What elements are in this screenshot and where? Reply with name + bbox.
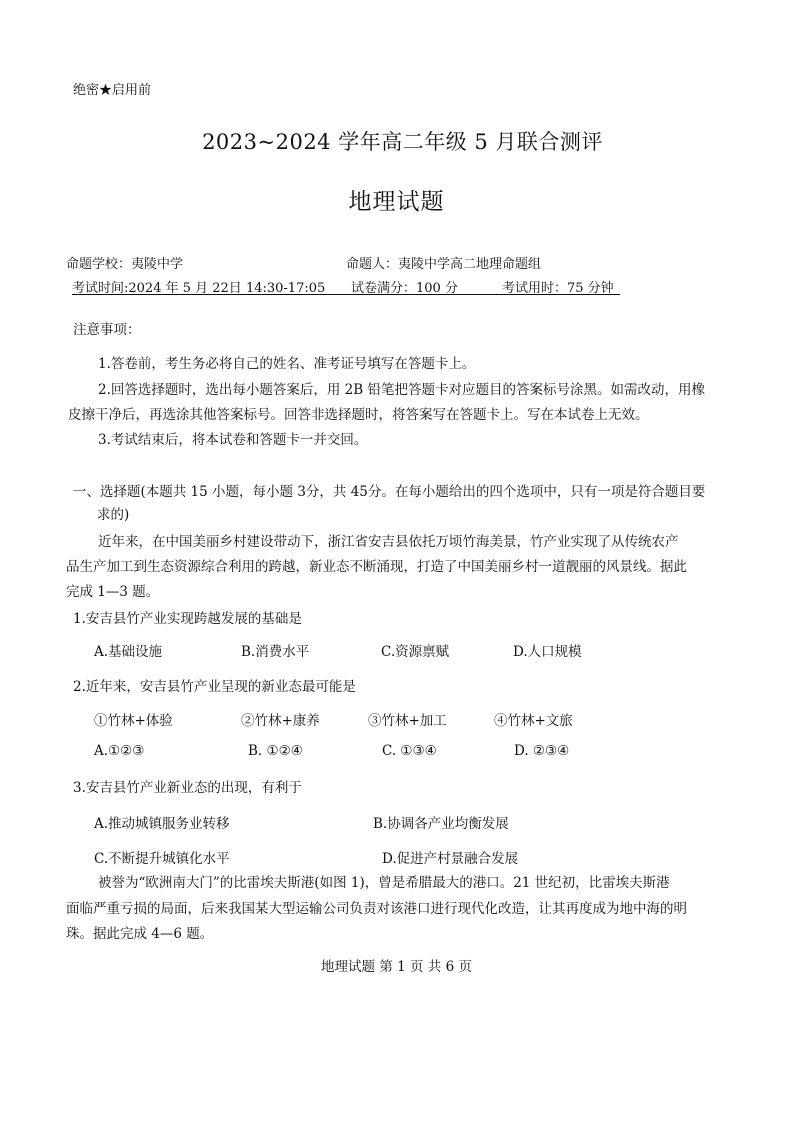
question-2-option-b[interactable]: B. ①②④ (248, 743, 303, 759)
passage-1-line-3: 完成 1—3 题。 (66, 584, 160, 600)
meta-duration: 考试用时：75 分钟 (502, 281, 614, 296)
subject-title: 地理试题 (348, 189, 445, 215)
question-2-item-3: ③竹林+加工 (368, 713, 447, 729)
question-3-option-c[interactable]: C.不断提升城镇化水平 (94, 851, 230, 867)
question-1-option-c[interactable]: C.资源禀赋 (381, 644, 450, 660)
notice-item-2-line-2: 皮擦干净后，再选涂其他答案标号。回答非选择题时，将答案写在答题卡上。写在本试卷上无效。 (68, 407, 649, 423)
page-footer: 地理试题 第 1 页 共 6 页 (321, 959, 472, 975)
question-1-option-a[interactable]: A.基础设施 (94, 644, 163, 660)
exam-title: 2023~2024 学年高二年级 5 月联合测评 (202, 130, 603, 154)
notice-item-1: 1.答卷前，考生务必将自己的姓名、准考证号填写在答题卡上。 (98, 356, 476, 372)
meta-full-score: 试卷满分：100 分 (351, 281, 458, 296)
notice-item-3: 3.考试结束后，将本试卷和答题卡一并交回。 (98, 432, 368, 448)
question-1-option-d[interactable]: D.人口规模 (513, 644, 582, 660)
question-2-option-d[interactable]: D. ②③④ (514, 743, 570, 759)
section-heading-line-2: 求的) (97, 507, 130, 523)
passage-2-line-3: 珠。据此完成 4—6 题。 (66, 926, 214, 942)
meta-exam-row (72, 277, 620, 295)
question-3-option-d[interactable]: D.促进产村景融合发展 (382, 851, 519, 867)
passage-1-line-1: 近年来，在中国美丽乡村建设带动下，浙江省安吉县依托万顷竹海美景，竹产业实现了从传统农产 (98, 534, 679, 550)
notice-item-2-line-1: 2.回答选择题时，选出每小题答案后，用 2B 铅笔把答题卡对应题目的答案标号涂黑。如需改动，用橡 (98, 382, 705, 398)
passage-2-line-1: 被誉为“欧洲南大门”的比雷埃夫斯港(如图 1)，曾是希腊最大的港口。21 世纪初，比雷埃夫斯港 (98, 875, 670, 891)
question-1-option-b[interactable]: B.消费水平 (241, 644, 310, 660)
question-2-option-c[interactable]: C. ①③④ (382, 743, 437, 759)
question-2-item-4: ④竹林+文旅 (494, 713, 573, 729)
meta-school: 命题学校：夷陵中学 (66, 257, 184, 272)
question-2-item-1: ①竹林+体验 (94, 713, 173, 729)
meta-author: 命题人：夷陵中学高二地理命题组 (346, 257, 542, 272)
meta-exam-time: 考试时间:2024 年 5 月 22日 14:30-17:05 (72, 281, 326, 296)
secret-label: 绝密★启用前 (73, 83, 152, 98)
question-3-stem: 3.安吉县竹产业新业态的出现，有利于 (73, 780, 302, 796)
section-heading-line-1: 一、选择题(本题共 15 小题，每小题 3分，共 45分。在每小题给出的四个选项中，只有一项是符合题目要 (73, 484, 706, 500)
passage-1-line-2: 品生产加工到生态资源综合利用的跨越，新业态不断涌现，打造了中国美丽乡村一道靓丽的风景线。据此 (66, 559, 687, 575)
question-2-option-a[interactable]: A.①②③ (94, 743, 145, 759)
question-2-stem: 2.近年来，安吉县竹产业呈现的新业态最可能是 (73, 679, 356, 695)
question-3-option-a[interactable]: A.推动城镇服务业转移 (94, 816, 230, 832)
question-3-option-b[interactable]: B.协调各产业均衡发展 (373, 816, 509, 832)
question-2-item-2: ②竹林+康养 (241, 713, 320, 729)
notice-heading: 注意事项： (73, 322, 141, 338)
passage-2-line-2: 面临严重亏损的局面，后来我国某大型运输公司负责对该港口进行现代化改造，让其再度成为地中海的明 (66, 901, 687, 917)
question-1-stem: 1.安吉县竹产业实现跨越发展的基础是 (73, 611, 302, 627)
